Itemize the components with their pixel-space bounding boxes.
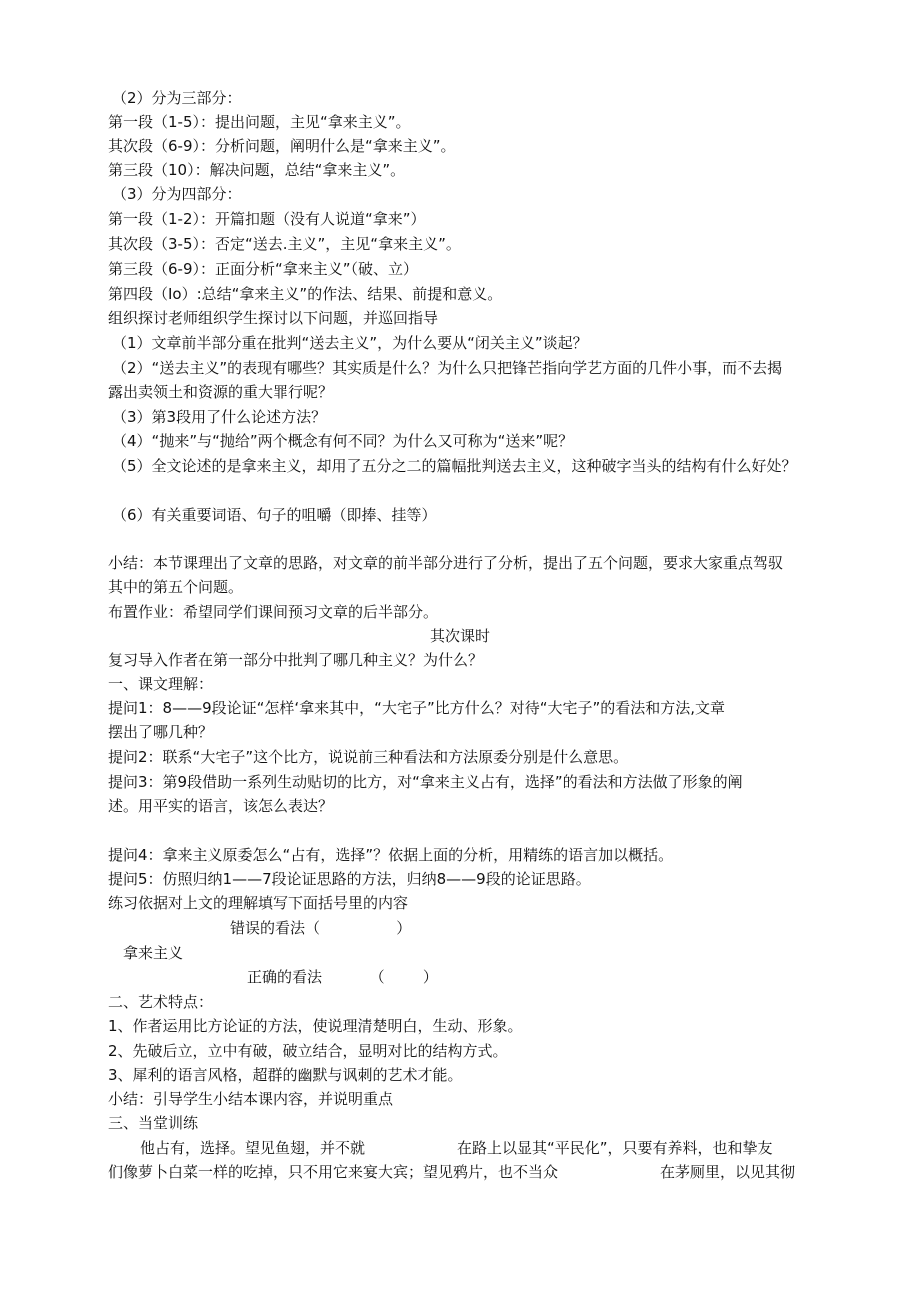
text-line-7: 其次段（3-5）：否定“送去.主义”，主见“拿来主义”。 [108, 235, 461, 253]
ask-3: 提问3：第9段借助一系列生动贴切的比方，对“拿来主义占有，选择”的看法和方法做了形象的阐 [108, 773, 743, 791]
question-3: （3）第3段用了什么论述方法？ [112, 408, 327, 426]
feature-3: 3、犀利的语言风格，超群的幽默与讽刺的艺术才能。 [108, 1066, 463, 1084]
text-line-8: 第三段（6-9）：正面分析“拿来主义”（破、立） [108, 260, 419, 278]
text-line-2: 第一段（1-5）：提出问题，主见“拿来主义”。 [108, 113, 411, 131]
text-line-9: 第四段（Io）:总结“拿来主义”的作法、结果、前提和意义。 [108, 285, 503, 303]
homework: 布置作业：希望同学们课间预习文章的后半部分。 [108, 603, 439, 621]
summary-1: 小结：本节课理出了文章的思路，对文章的前半部分进行了分析，提出了五个问题，要求大家重点驾驭 [108, 554, 784, 572]
text-line-1: （2）分为三部分： [112, 89, 242, 107]
summary-2: 小结：引导学生小结本课内容，并说明重点 [108, 1090, 394, 1108]
text-line-10: 组织探讨老师组织学生探讨以下问题，并巡回指导 [108, 309, 439, 327]
summary-1-cont: 其中的第五个问题。 [108, 578, 244, 596]
ask-1-cont: 摆出了哪几种？ [108, 723, 214, 741]
question-5: （5）全文论述的是拿来主义，却用了五分之二的篇幅批判送去主义，这种破字当头的结构有什么好处？ [112, 457, 797, 475]
section-heading-2: 二、艺术特点： [108, 993, 214, 1011]
training-text-1a: 他占有，选择。望见鱼翅，并不就 [140, 1139, 366, 1157]
training-text-2a: 们像萝卜白菜一样的吃掉，只不用它来宴大宾；望见鸦片，也不当众 [108, 1163, 559, 1181]
question-2-cont: 露出卖领土和资源的重大罪行呢？ [108, 383, 334, 401]
wrong-view-blank: 错误的看法（ ） [230, 919, 412, 937]
exercise-intro: 练习依据对上文的理解填写下面括号里的内容 [108, 894, 409, 912]
question-1: （1）文章前半部分重在批判“送去主义”，为什么要从“闭关主义”谈起？ [112, 334, 588, 352]
question-2: （2）“送去主义”的表现有哪些？其实质是什么？为什么只把锋芒指向学艺方面的几件小事，而不去揭 [112, 359, 783, 377]
ask-5: 提问5：仿照归纳1——7段论证思路的方法，归纳8——9段的论证思路。 [108, 870, 591, 888]
ask-3-cont: 述。用平实的语言，该怎么表达？ [108, 797, 334, 815]
right-view-blank: 正确的看法 （ ） [247, 968, 438, 986]
section-heading-3: 三、当堂训练 [108, 1114, 199, 1132]
ask-4: 提问4：拿来主义原委怎么“占有，选择”？依据上面的分析，用精练的语言加以概括。 [108, 846, 674, 864]
training-text-1b: 在路上以显其“平民化”，只要有养料，也和挚友 [457, 1139, 773, 1157]
training-text-2b: 在茅厕里，以见其彻 [660, 1163, 796, 1181]
text-line-5: （3）分为四部分： [112, 185, 242, 203]
ask-2: 提问2：联系“大宅子”这个比方，说说前三种看法和方法原委分别是什么意思。 [108, 748, 629, 766]
ask-1: 提问1：8——9段论证“怎样‘拿来其中，“大宅子”比方什么？对待“大宅子”的看法和方法,文章 [108, 699, 726, 717]
feature-1: 1、作者运用比方论证的方法，使说理清楚明白，生动、形象。 [108, 1017, 523, 1035]
question-6: （6）有关重要词语、句子的咀嚼（即捧、挂等） [112, 506, 437, 524]
review-intro: 复习导入作者在第一部分中批判了哪几种主义？为什么？ [108, 651, 484, 669]
text-line-3: 其次段（6-9）：分析问题，阐明什么是“拿来主义”。 [108, 137, 456, 155]
feature-2: 2、先破后立，立中有破，破立结合，显明对比的结构方式。 [108, 1042, 508, 1060]
section-heading-second-lesson: 其次课时 [430, 627, 491, 645]
question-4: （4）“抛来”与“抛给”两个概念有何不同？为什么又可称为“送来”呢？ [112, 432, 574, 450]
section-heading-1: 一、课文理解： [108, 675, 214, 693]
text-line-4: 第三段（10）：解决问题，总结“拿来主义”。 [108, 161, 406, 179]
theme-label: 拿来主义 [123, 944, 184, 962]
text-line-6: 第一段（1-2）：开篇扣题（没有人说道“拿来”） [108, 210, 426, 228]
